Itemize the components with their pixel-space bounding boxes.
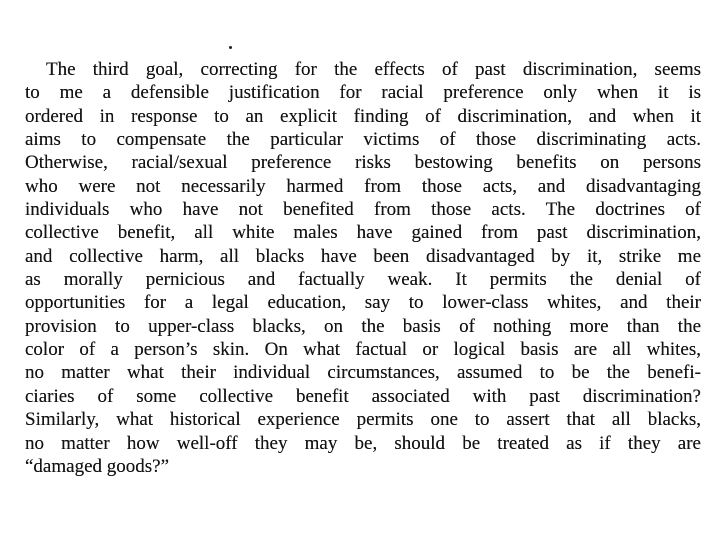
paragraph-line: collective benefit, all white males have gained from past discrimination, [25, 222, 701, 244]
paragraph-line: as morally pernicious and factually weak. It permits the denial of [25, 269, 701, 291]
paragraph-line: ordered in response to an explicit finding of discrimination, and when it [25, 105, 701, 127]
paragraph-line: who were not necessarily harmed from those acts, and disadvantaging [25, 175, 701, 197]
paragraph-line: provision to upper-class blacks, on the basis of nothing more than the [25, 315, 701, 337]
scan-speck [229, 46, 232, 49]
paragraph-line: no matter what their individual circumstances, assumed to be the benefi- [25, 362, 701, 384]
paragraph [25, 58, 701, 478]
paragraph-line: Similarly, what historical experience permits one to assert that all blacks, [25, 409, 701, 431]
paragraph-line: “damaged goods?” [25, 455, 170, 477]
paragraph-line: color of a person’s skin. On what factual or logical basis are all whites, [25, 339, 701, 361]
paragraph-line: individuals who have not benefited from those acts. The doctrines of [25, 199, 701, 221]
paragraph-line: to me a defensible justification for racial preference only when it is [25, 82, 701, 104]
paragraph-line: and collective harm, all blacks have been disadvantaged by it, strike me [25, 245, 701, 267]
paragraph-line: ciaries of some collective benefit associated with past discrimination? [25, 385, 701, 407]
paragraph-line: The third goal, correcting for the effects of past discrimination, seems [46, 59, 701, 80]
paragraph-line: opportunities for a legal education, say to lower-class whites, and their [25, 292, 701, 314]
paragraph-line: Otherwise, racial/sexual preference risks bestowing benefits on persons [25, 152, 701, 174]
paragraph-line: aims to compensate the particular victims of those discriminating acts. [25, 129, 701, 151]
paragraph-line: no matter how well-off they may be, should be treated as if they are [25, 432, 701, 454]
